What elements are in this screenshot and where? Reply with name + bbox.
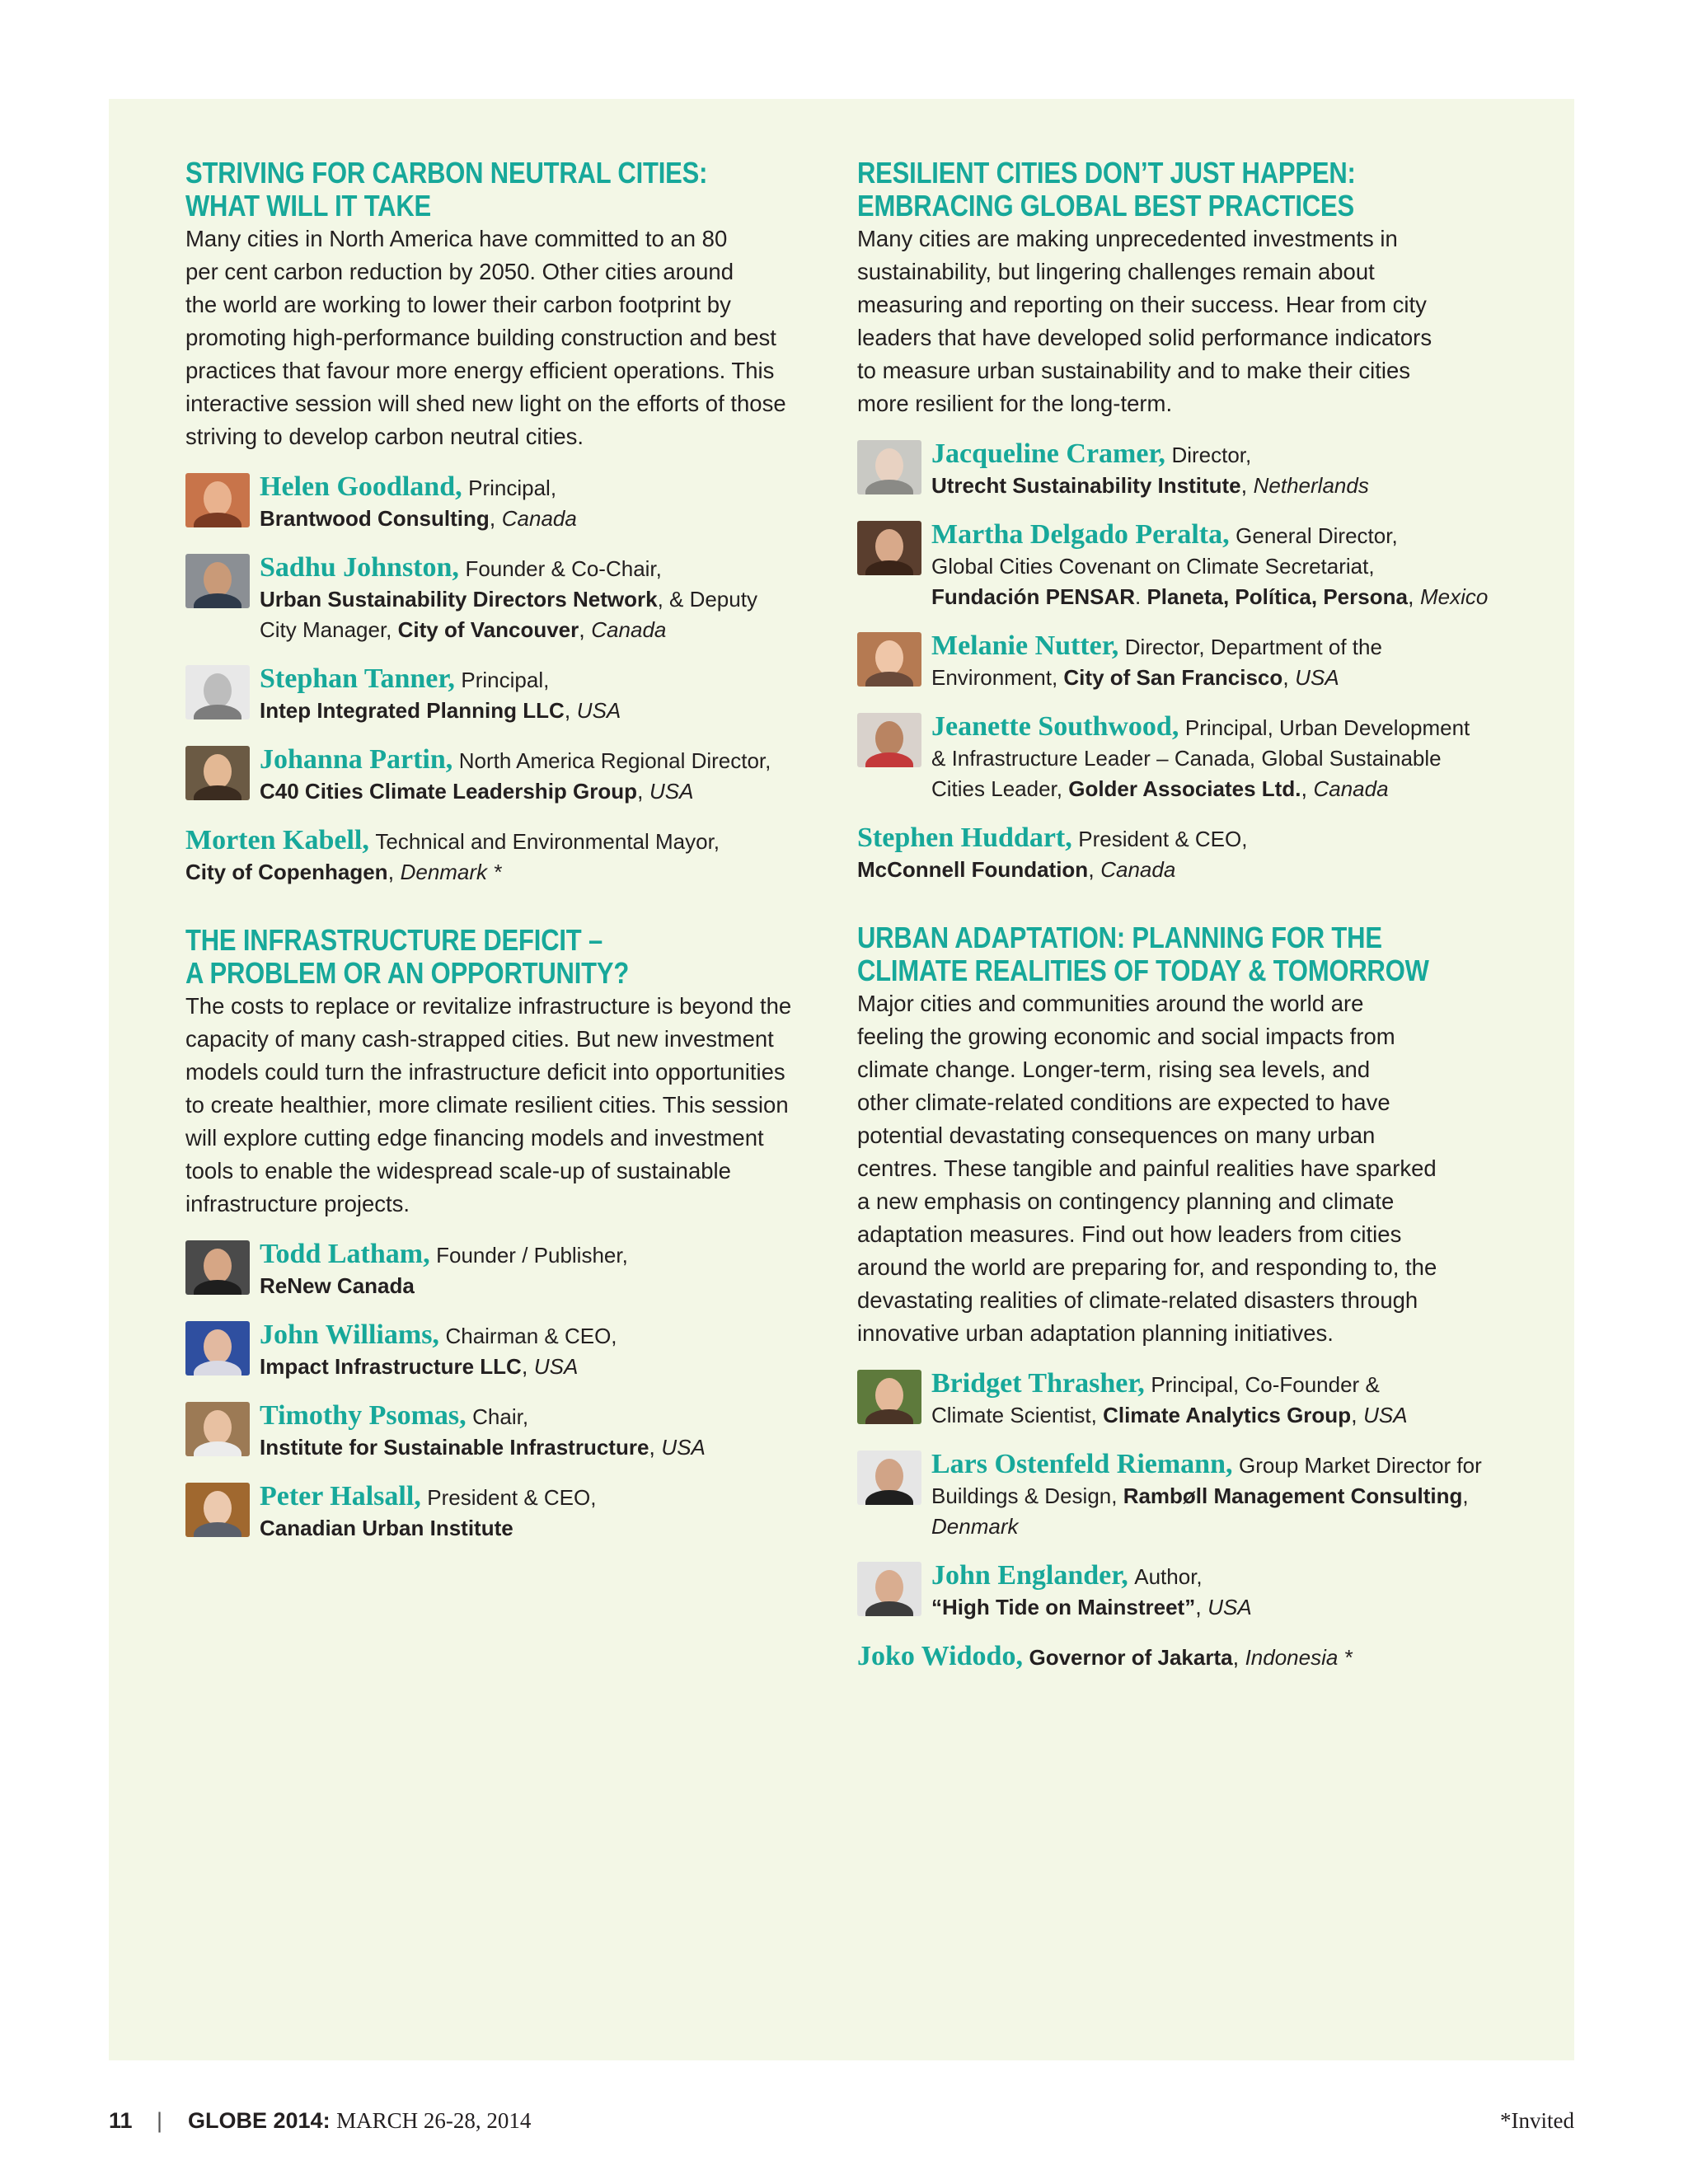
speaker-photo bbox=[185, 554, 250, 608]
desc-line: striving to develop carbon neutral cities. bbox=[185, 424, 584, 449]
desc-line: The costs to replace or revitalize infrastructure is beyond the bbox=[185, 993, 792, 1019]
speaker-org: “High Tide on Mainstreet” bbox=[931, 1595, 1196, 1619]
desc-line: to measure urban sustainability and to make their cities bbox=[857, 358, 1411, 383]
speaker-location: USA bbox=[1295, 665, 1339, 690]
desc-line: adaptation measures. Find out how leaders from cities bbox=[857, 1221, 1402, 1247]
speaker-org: Planeta, Política, Persona bbox=[1146, 584, 1408, 609]
speaker-role: Chair, bbox=[472, 1404, 529, 1429]
speaker-entry: Johanna Partin, North America Regional Director, C40 Cities Climate Leadership Group, USA bbox=[185, 744, 837, 807]
speaker-name: Lars Ostenfeld Riemann, bbox=[931, 1449, 1233, 1479]
speaker-photo bbox=[185, 473, 250, 527]
speaker-org: Brantwood Consulting bbox=[260, 506, 490, 531]
speaker-photo bbox=[185, 1483, 250, 1537]
speaker-list bbox=[185, 471, 837, 888]
invited-note: *Invited bbox=[1500, 2108, 1574, 2133]
speaker-name: Martha Delgado Peralta, bbox=[931, 519, 1230, 550]
desc-line: models could turn the infrastructure deficit into opportunities bbox=[185, 1059, 785, 1085]
speaker-location: Denmark * bbox=[400, 860, 502, 884]
page-number: 11 bbox=[109, 2108, 133, 2133]
section-description bbox=[185, 223, 837, 453]
desc-line: promoting high-performance building construction and best bbox=[185, 325, 776, 350]
speaker-entry: Joko Widodo, Governor of Jakarta, Indonesia * bbox=[857, 1641, 1353, 1671]
desc-line: Many cities in North America have committed to an 80 bbox=[185, 226, 728, 251]
speaker-org: Governor of Jakarta bbox=[1029, 1645, 1233, 1670]
speaker-location: USA bbox=[661, 1435, 706, 1460]
speaker-photo bbox=[185, 1321, 250, 1376]
desc-line: more resilient for the long-term. bbox=[857, 391, 1173, 416]
speaker-location: Indonesia * bbox=[1245, 1645, 1353, 1670]
desc-line: devastating realities of climate-related disasters through bbox=[857, 1287, 1418, 1313]
page-footer bbox=[109, 2108, 1574, 2141]
speaker-location: Canada bbox=[591, 617, 667, 642]
speaker-role: & Infrastructure Leader – Canada, Global Sustainable bbox=[931, 746, 1442, 771]
speaker-name: Stephen Huddart, bbox=[857, 823, 1072, 853]
speaker-org: Climate Analytics Group bbox=[1103, 1403, 1352, 1427]
speaker-name: Timothy Psomas, bbox=[260, 1400, 467, 1431]
speaker-org: Canadian Urban Institute bbox=[260, 1516, 513, 1540]
speaker-entry: Sadhu Johnston, Founder & Co-Chair, Urban Sustainability Directors Network, & Deputy City Manager, City of Vancouver, Canada bbox=[185, 552, 837, 645]
speaker-name: Helen Goodland, bbox=[260, 471, 462, 502]
speaker-role: Principal, bbox=[468, 476, 557, 500]
footer-separator: | bbox=[157, 2108, 163, 2133]
speaker-role: President & CEO, bbox=[1078, 827, 1248, 851]
speaker-role: President & CEO, bbox=[427, 1485, 597, 1510]
speaker-location: Denmark bbox=[931, 1514, 1019, 1539]
speaker-entry: Jacqueline Cramer, Director, Utrecht Sustainability Institute, Netherlands bbox=[857, 438, 1508, 501]
desc-line: infrastructure projects. bbox=[185, 1191, 410, 1216]
speaker-name: Johanna Partin, bbox=[260, 744, 453, 775]
speaker-list bbox=[185, 1239, 837, 1544]
desc-line: leaders that have developed solid performance indicators bbox=[857, 325, 1432, 350]
speaker-role: Principal, Urban Development bbox=[1184, 715, 1470, 740]
speaker-entry bbox=[185, 1481, 837, 1544]
speaker-role: City Manager, bbox=[260, 617, 398, 642]
desc-line: potential devastating consequences on many urban bbox=[857, 1122, 1376, 1148]
speaker-entry: Morten Kabell, Technical and Environmental Mayor, City of Copenhagen, Denmark * bbox=[185, 825, 720, 884]
speaker-entry: Timothy Psomas, Chair, Institute for Sustainable Infrastructure, USA bbox=[185, 1400, 837, 1463]
speaker-name: Peter Halsall, bbox=[260, 1481, 421, 1511]
speaker-role: Founder / Publisher, bbox=[436, 1243, 628, 1268]
desc-line: climate change. Longer-term, rising sea levels, and bbox=[857, 1057, 1371, 1082]
publication-date: MARCH 26-28, 2014 bbox=[336, 2108, 532, 2133]
speaker-role: Climate Scientist, bbox=[931, 1403, 1104, 1427]
speaker-photo bbox=[857, 1370, 921, 1424]
section-urban-adaptation bbox=[857, 921, 1508, 1673]
title-line: STRIVING FOR CARBON NEUTRAL CITIES: bbox=[185, 156, 708, 190]
speaker-org: Fundación PENSAR bbox=[931, 584, 1136, 609]
speaker-role: North America Regional Director, bbox=[458, 748, 771, 773]
speaker-entry: Stephen Huddart, President & CEO, McConnell Foundation, Canada bbox=[857, 823, 1248, 882]
speaker-org: Urban Sustainability Directors Network bbox=[260, 587, 658, 612]
speaker-photo bbox=[857, 713, 921, 767]
publication-name: GLOBE 2014: bbox=[188, 2108, 331, 2133]
title-line: CLIMATE REALITIES OF TODAY & TOMORROW bbox=[857, 954, 1429, 987]
speaker-role: Principal, bbox=[461, 668, 550, 692]
speaker-role: Buildings & Design, bbox=[931, 1483, 1123, 1508]
speaker-location: Canada bbox=[1313, 776, 1389, 801]
speaker-name: Todd Latham, bbox=[260, 1239, 430, 1269]
speaker-org: City of Copenhagen bbox=[185, 860, 388, 884]
speaker-role: Author, bbox=[1134, 1564, 1203, 1589]
title-line: RESILIENT CITIES DON’T JUST HAPPEN: bbox=[857, 156, 1356, 190]
speaker-entry: John Williams, Chairman & CEO, Impact Infrastructure LLC, USA bbox=[185, 1319, 837, 1382]
speaker-entry: Jeanette Southwood, Principal, Urban Development & Infrastructure Leader – Canada, Global Sustainable Cities Leader, Golder Associates Ltd., Canada bbox=[857, 711, 1508, 804]
speaker-org: Impact Infrastructure LLC bbox=[260, 1354, 522, 1379]
speaker-role: Chairman & CEO, bbox=[445, 1324, 617, 1348]
speaker-entry bbox=[857, 1449, 1508, 1542]
desc-line: tools to enable the widespread scale-up of sustainable bbox=[185, 1158, 731, 1183]
speaker-name: Jacqueline Cramer, bbox=[931, 438, 1165, 469]
speaker-org: City of Vancouver bbox=[397, 617, 579, 642]
section-infrastructure-deficit bbox=[185, 924, 837, 1544]
speaker-name: John Englander, bbox=[931, 1560, 1128, 1591]
speaker-entry: Helen Goodland, Principal, Brantwood Consulting, Canada bbox=[185, 471, 837, 534]
speaker-location: USA bbox=[649, 779, 694, 804]
speaker-org: C40 Cities Climate Leadership Group bbox=[260, 779, 638, 804]
speaker-role: Principal, Co-Founder & bbox=[1151, 1372, 1380, 1397]
speaker-location: USA bbox=[1207, 1595, 1252, 1619]
desc-line: measuring and reporting on their success. Hear from city bbox=[857, 292, 1427, 317]
desc-line: Many cities are making unprecedented investments in bbox=[857, 226, 1398, 251]
speaker-role: Environment, bbox=[931, 665, 1064, 690]
speaker-entry: Bridget Thrasher, Principal, Co-Founder & Climate Scientist, Climate Analytics Group, USA bbox=[857, 1368, 1508, 1431]
title-line: THE INFRASTRUCTURE DEFICIT – bbox=[185, 923, 603, 957]
speaker-photo bbox=[857, 1451, 921, 1505]
speaker-name: Sadhu Johnston, bbox=[260, 552, 459, 583]
speaker-name: Stephan Tanner, bbox=[260, 663, 455, 694]
speaker-entry: John Englander, Author, “High Tide on Mainstreet”, USA bbox=[857, 1560, 1508, 1623]
section-description bbox=[185, 990, 837, 1221]
section-title bbox=[857, 157, 1509, 223]
desc-line: a new emphasis on contingency planning and climate bbox=[857, 1188, 1395, 1214]
speaker-name: Joko Widodo, bbox=[857, 1641, 1023, 1671]
desc-line: feeling the growing economic and social impacts from bbox=[857, 1024, 1395, 1049]
speaker-photo bbox=[857, 521, 921, 575]
desc-line: per cent carbon reduction by 2050. Other cities around bbox=[185, 259, 734, 284]
speaker-role: Global Cities Covenant on Climate Secretariat, bbox=[931, 554, 1375, 579]
speaker-org: McConnell Foundation bbox=[857, 857, 1089, 882]
desc-line: will explore cutting edge financing models and investment bbox=[185, 1125, 764, 1151]
section-carbon-neutral bbox=[185, 157, 837, 888]
section-title bbox=[185, 157, 837, 223]
section-title bbox=[857, 921, 1509, 987]
desc-line: interactive session will shed new light on the efforts of those bbox=[185, 391, 786, 416]
speaker-name: Melanie Nutter, bbox=[931, 630, 1119, 661]
left-column bbox=[185, 157, 837, 1562]
speaker-location: USA bbox=[576, 698, 621, 723]
desc-line: capacity of many cash-strapped cities. But new investment bbox=[185, 1026, 774, 1052]
speaker-org: Rambøll Management Consulting bbox=[1123, 1483, 1463, 1508]
speaker-role: Cities Leader, bbox=[931, 776, 1069, 801]
speaker-entry: Martha Delgado Peralta, General Director, Global Cities Covenant on Climate Secretariat, Fundación PENSAR. Planeta, Política, Persona, Mexico bbox=[857, 519, 1508, 612]
desc-line: sustainability, but lingering challenges remain about bbox=[857, 259, 1375, 284]
speaker-role: Director, Department of the bbox=[1124, 635, 1382, 659]
speaker-list bbox=[857, 438, 1508, 885]
desc-line: other climate-related conditions are expected to have bbox=[857, 1090, 1390, 1115]
speaker-location: USA bbox=[533, 1354, 579, 1379]
speaker-location: Canada bbox=[1100, 857, 1176, 882]
speaker-org: Institute for Sustainable Infrastructure bbox=[260, 1435, 649, 1460]
speaker-entry bbox=[185, 1239, 837, 1301]
speaker-photo bbox=[185, 746, 250, 800]
speaker-location: Netherlands bbox=[1253, 473, 1369, 498]
speaker-org: City of San Francisco bbox=[1063, 665, 1283, 690]
org-separator: , bbox=[1462, 1483, 1469, 1508]
speaker-role: Director, bbox=[1171, 443, 1252, 467]
desc-line: Major cities and communities around the world are bbox=[857, 991, 1364, 1016]
desc-line: centres. These tangible and painful realities have sparked bbox=[857, 1155, 1437, 1181]
speaker-photo bbox=[857, 1562, 921, 1616]
section-title bbox=[185, 924, 837, 990]
title-line: URBAN ADAPTATION: PLANNING FOR THE bbox=[857, 921, 1382, 954]
desc-line: the world are working to lower their carbon footprint by bbox=[185, 292, 731, 317]
speaker-name: Bridget Thrasher, bbox=[931, 1368, 1145, 1399]
speaker-entry: Melanie Nutter, Director, Department of the Environment, City of San Francisco, USA bbox=[857, 630, 1508, 693]
speaker-location: Canada bbox=[501, 506, 577, 531]
speaker-org: ReNew Canada bbox=[260, 1273, 415, 1298]
speaker-role: Technical and Environmental Mayor, bbox=[375, 829, 720, 854]
desc-line: practices that favour more energy efficient operations. This bbox=[185, 358, 775, 383]
speaker-name: Morten Kabell, bbox=[185, 825, 369, 855]
speaker-location: USA bbox=[1363, 1403, 1408, 1427]
speaker-org: Utrecht Sustainability Institute bbox=[931, 473, 1241, 498]
title-line: A PROBLEM OR AN OPPORTUNITY? bbox=[185, 956, 630, 990]
speaker-role: Group Market Director for bbox=[1239, 1453, 1482, 1478]
speaker-photo bbox=[857, 632, 921, 687]
speaker-location: Mexico bbox=[1419, 584, 1489, 609]
speaker-name: Jeanette Southwood, bbox=[931, 711, 1179, 742]
speaker-role: General Director, bbox=[1236, 523, 1398, 548]
speaker-photo bbox=[185, 1402, 250, 1456]
speaker-photo bbox=[185, 1240, 250, 1295]
right-column bbox=[857, 157, 1508, 1691]
speaker-org: Intep Integrated Planning LLC bbox=[260, 698, 565, 723]
org-separator: . bbox=[1135, 584, 1147, 609]
title-line: EMBRACING GLOBAL BEST PRACTICES bbox=[857, 189, 1355, 223]
section-description bbox=[857, 987, 1508, 1350]
speaker-name: John Williams, bbox=[260, 1319, 439, 1350]
section-resilient-cities bbox=[857, 157, 1508, 885]
speaker-role: Founder & Co-Chair, bbox=[465, 556, 662, 581]
publication-line bbox=[188, 2108, 531, 2134]
speaker-role: , & Deputy bbox=[657, 587, 757, 612]
speaker-photo bbox=[185, 665, 250, 719]
desc-line: innovative urban adaptation planning initiatives. bbox=[857, 1320, 1334, 1346]
speaker-org: Golder Associates Ltd. bbox=[1068, 776, 1301, 801]
speaker-entry: Stephan Tanner, Principal, Intep Integrated Planning LLC, USA bbox=[185, 663, 837, 726]
desc-line: around the world are preparing for, and responding to, the bbox=[857, 1254, 1437, 1280]
title-line: WHAT WILL IT TAKE bbox=[185, 189, 432, 223]
speaker-photo bbox=[857, 440, 921, 494]
section-description bbox=[857, 223, 1508, 420]
speaker-list bbox=[857, 1368, 1508, 1673]
desc-line: to create healthier, more climate resilient cities. This session bbox=[185, 1092, 789, 1118]
